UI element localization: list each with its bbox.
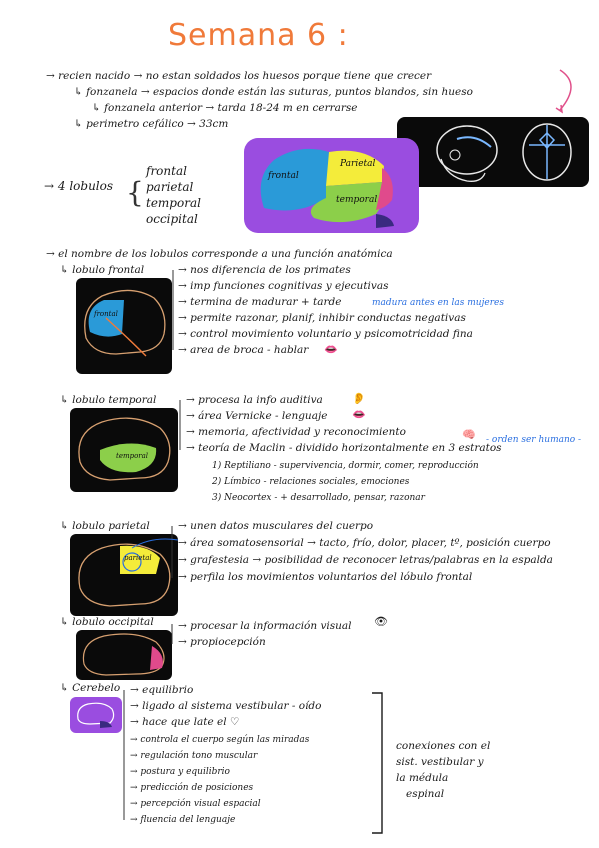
temporal-item-3: → memoria, afectividad y reconocimiento bbox=[186, 426, 406, 438]
cerebelo-side-note-2: sist. vestibular y bbox=[396, 756, 484, 768]
cerebelo-side-note-4: espinal bbox=[406, 788, 445, 800]
intro-line-2: ↳ fonzanela → espacios donde están las suturas, puntos blandos, sin hueso bbox=[74, 86, 473, 98]
cerebelo-side-note-3: la médula bbox=[396, 772, 449, 784]
cerebelo-item-1: → equilibrio bbox=[130, 684, 194, 696]
cerebelo-item-5: → regulación tono muscular bbox=[130, 751, 258, 761]
cerebelo-item-8: → percepción visual espacial bbox=[130, 799, 261, 809]
ear-icon: 👂 bbox=[352, 392, 366, 405]
eye-icon: 👁 bbox=[374, 615, 388, 628]
occipital-item-1: → procesar la información visual bbox=[178, 620, 352, 632]
intro-line-3: ↳ fonzanela anterior → tarda 18-24 m en cerrarse bbox=[92, 102, 358, 114]
temporal-tag: temporal bbox=[116, 452, 149, 460]
frontal-item-1: → nos diferencia de los primates bbox=[178, 264, 351, 276]
frontal-header: ↳ lobulo frontal bbox=[60, 264, 145, 276]
temporal-item-1: → procesa la info auditiva bbox=[186, 394, 323, 406]
lobe-item-frontal: frontal bbox=[146, 164, 187, 178]
frontal-tag: frontal bbox=[94, 310, 118, 318]
parietal-item-4: → perfila los movimientos voluntarios del lóbulo frontal bbox=[178, 571, 473, 583]
cerebelo-item-2: → ligado al sistema vestibular - oído bbox=[130, 700, 322, 712]
frontal-item-4: → permite razonar, planif, inhibir conductas negativas bbox=[178, 312, 466, 324]
parietal-item-2: → área somatosensorial → tacto, frío, dolor, placer, tº, posición cuerpo bbox=[178, 537, 551, 549]
temporal-stratum-2: 2) Límbico - relaciones sociales, emociones bbox=[212, 477, 410, 487]
temporal-stratum-1: 1) Reptiliano - supervivencia, dormir, comer, reproducción bbox=[212, 461, 479, 471]
cerebelo-item-6: → postura y equilibrio bbox=[130, 767, 230, 777]
lobe-item-occipital: occipital bbox=[146, 212, 198, 226]
page-title: Semana 6 : bbox=[168, 18, 349, 53]
temporal-stratum-3: 3) Neocortex - + desarrollado, pensar, razonar bbox=[212, 493, 425, 503]
frontal-item-2: → imp funciones cognitivas y ejecutivas bbox=[178, 280, 389, 292]
temporal-item-2: → área Vernicke - lenguaje bbox=[186, 410, 328, 422]
parietal-item-3: → grafestesia → posibilidad de reconocer letras/palabras en la espalda bbox=[178, 554, 553, 566]
parietal-header: ↳ lobulo parietal bbox=[60, 520, 150, 532]
cerebelo-item-3: → hace que late el ♡ bbox=[130, 716, 240, 728]
main-line: → el nombre de los lobulos corresponde a una función anatómica bbox=[46, 248, 393, 260]
temporal-item-4: → teoría de Maclin - dividido horizontalmente en 3 estratos bbox=[186, 442, 502, 454]
lobes-label: → 4 lobulos bbox=[44, 179, 114, 193]
cerebelo-item-7: → predicción de posiciones bbox=[130, 783, 254, 793]
cerebelo-item-4: → controla el cuerpo según las miradas bbox=[130, 735, 310, 745]
frontal-item-5: → control movimiento voluntario y psicomotricidad fina bbox=[178, 328, 473, 340]
cerebelo-header: ↳ Cerebelo bbox=[60, 682, 121, 694]
cerebelo-item-9: → fluencia del lenguaje bbox=[130, 815, 236, 825]
frontal-item-6: → area de broca - hablar bbox=[178, 344, 309, 356]
occipital-item-2: → propiocepción bbox=[178, 636, 266, 648]
frontal-note: madura antes en las mujeres bbox=[372, 298, 504, 308]
occipital-header: ↳ lobulo occipital bbox=[60, 616, 154, 628]
brain-label-temporal: temporal bbox=[336, 195, 378, 205]
cerebelo-side-note-1: conexiones con el bbox=[396, 740, 491, 752]
temporal-note: - orden ser humano - bbox=[486, 435, 582, 445]
lobe-item-parietal: parietal bbox=[146, 180, 194, 194]
parietal-tag: parietal bbox=[124, 554, 152, 562]
lobes-brace: { bbox=[126, 176, 144, 209]
frontal-item-3: → termina de madurar + tarde bbox=[178, 296, 342, 308]
parietal-item-1: → unen datos musculares del cuerpo bbox=[178, 520, 374, 532]
lips-icon-2: 👄 bbox=[352, 408, 366, 421]
lips-icon: 👄 bbox=[324, 343, 338, 356]
brain-label-parietal: Parietal bbox=[340, 159, 376, 169]
lobe-item-temporal: temporal bbox=[146, 196, 201, 210]
brain-icon: 🧠 bbox=[462, 428, 476, 441]
intro-line-1: → recien nacido → no estan soldados los huesos porque tiene que crecer bbox=[46, 70, 432, 82]
temporal-header: ↳ lobulo temporal bbox=[60, 394, 157, 406]
brain-label-frontal: frontal bbox=[268, 171, 299, 181]
intro-line-4: ↳ perimetro cefálico → 33cm bbox=[74, 118, 229, 130]
